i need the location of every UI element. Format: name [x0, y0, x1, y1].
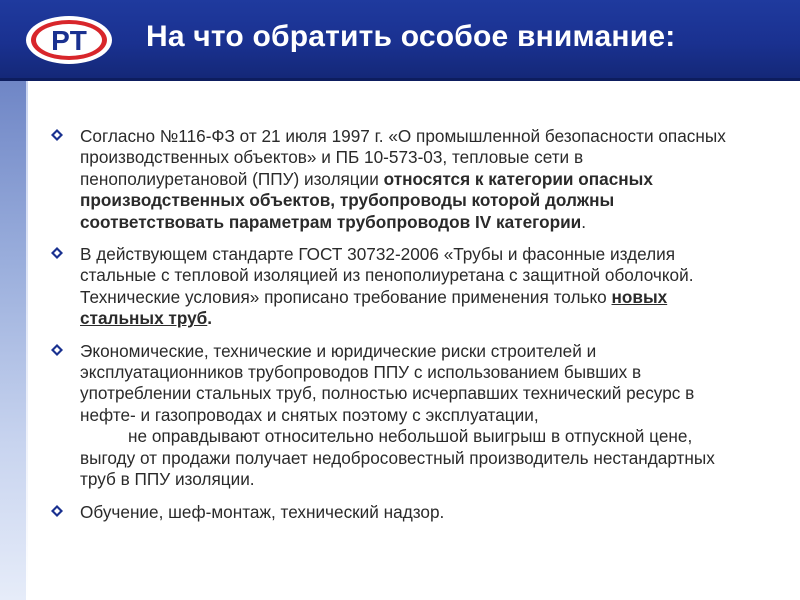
diamond-bullet-icon: [50, 128, 64, 142]
list-item: [50, 244, 750, 330]
bullet-list: [50, 126, 750, 534]
diamond-bullet-icon: [50, 246, 64, 260]
header-divider: [0, 78, 800, 81]
slide-header: [0, 0, 800, 78]
bullet-text: Обучение, шеф-монтаж, технический надзор.: [80, 501, 445, 522]
bullet-text-continued: не оправдывают относительно небольшой выигрыш в отпускной цене, выгоду от продажи получает недобросовестный производитель нестандартных труб в ППУ изоляции.: [80, 426, 715, 490]
bullet-underlined-text: новых стальных труб: [80, 286, 668, 329]
diamond-bullet-icon: [50, 343, 64, 357]
bullet-text: В действующем стандарте ГОСТ 30732-2006 «Трубы и фасонные изделия стальные с тепловой изоляцией из пенополиуретана с защитной оболочкой. Технические условия» прописано требование применения только: [80, 244, 694, 307]
left-decorative-bar: [0, 81, 26, 600]
diamond-bullet-icon: [50, 504, 64, 518]
list-item: [50, 502, 750, 523]
left-bar-highlight: [26, 81, 28, 600]
company-logo: [24, 14, 114, 66]
bullet-text-end: .: [207, 308, 213, 329]
logo-text: PT: [51, 25, 87, 56]
bullet-bold-text: относятся к категории опасных производственных объектов, трубопроводы которой должны соответствовать параметрам трубопроводов IV категории: [80, 168, 653, 232]
list-item: [50, 341, 750, 491]
bullet-text: Согласно №116-ФЗ от 21 июля 1997 г. «О промышленной безопасности опасных производственных объектов» и ПБ 10-573-03, тепловые сети в пенополиуретановой (ППУ) изоляции: [80, 126, 726, 189]
bullet-text-end: .: [581, 211, 586, 232]
bullet-text: Экономические, технические и юридические риски строителей и эксплуатационников трубопроводов ППУ с использованием бывших в употреблении стальных труб, полностью исчерпавших технический ресурс в нефте- и газопроводах и снятых поэтому с эксплуатации,: [80, 340, 695, 425]
page-title: На что обратить особое внимание:: [146, 20, 676, 53]
list-item: [50, 126, 750, 233]
